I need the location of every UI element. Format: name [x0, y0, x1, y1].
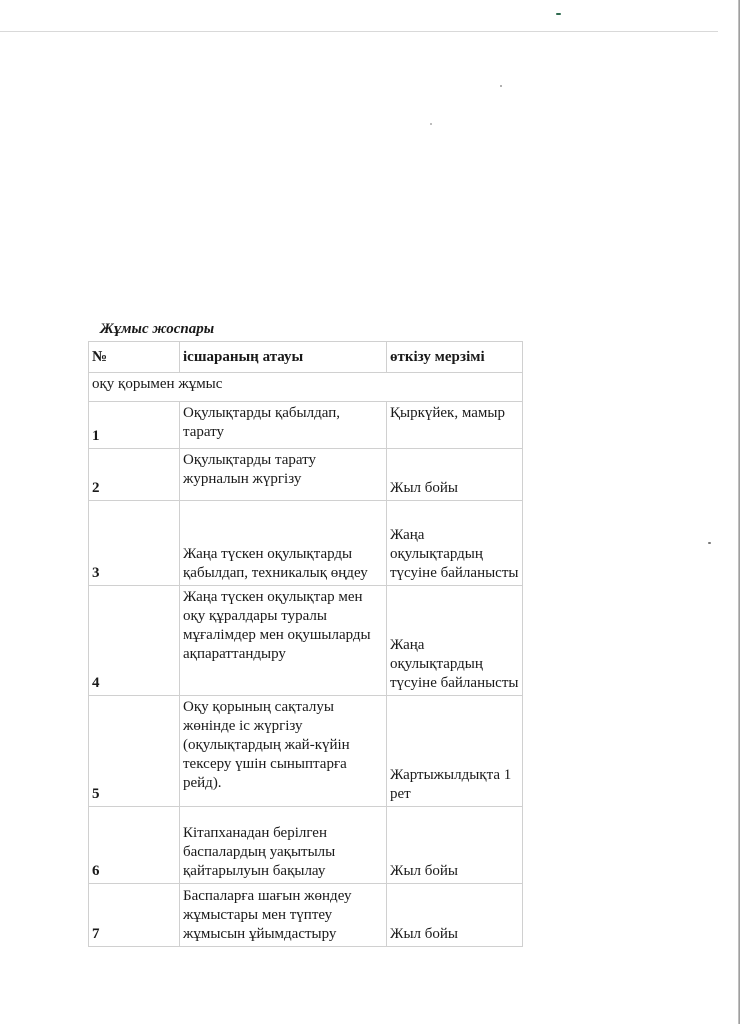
row-event-name: Баспаларға шағын жөндеу жұмыстары мен түптеу жұмысын ұйымдастыру	[180, 884, 387, 947]
section-row	[89, 373, 523, 402]
scan-speck	[430, 123, 432, 125]
section-title: оқу қорымен жұмыс	[89, 373, 523, 402]
row-event-name: Оқулықтарды қабылдап, тарату	[180, 402, 387, 449]
table-row	[89, 501, 523, 586]
row-number: 7	[89, 884, 180, 947]
table-row	[89, 402, 523, 449]
table-row	[89, 696, 523, 807]
document-title: Жұмыс жоспары	[100, 321, 215, 337]
row-deadline: Жыл бойы	[387, 884, 523, 947]
row-number: 3	[89, 501, 180, 586]
table-row	[89, 586, 523, 696]
scan-right-edge	[738, 0, 740, 1024]
row-event-name: Жаңа түскен оқулықтар мен оқу құралдары туралы мұғалімдер мен оқушыларды ақпараттандыру	[180, 586, 387, 696]
row-deadline: Жаңа оқулықтардың түсуіне байланысты	[387, 501, 523, 586]
table-row	[89, 807, 523, 884]
scan-speck	[556, 13, 561, 15]
row-deadline: Жыл бойы	[387, 807, 523, 884]
row-deadline: Жаңа оқулықтардың түсуіне байланысты	[387, 586, 523, 696]
row-deadline: Жартыжылдықта 1 рет	[387, 696, 523, 807]
table-header-row	[89, 342, 523, 373]
header-event-name: ісшараның атауы	[180, 342, 387, 373]
header-number: №	[89, 342, 180, 373]
row-number: 5	[89, 696, 180, 807]
row-number: 4	[89, 586, 180, 696]
row-number: 2	[89, 449, 180, 501]
work-plan-table	[88, 341, 523, 947]
row-number: 1	[89, 402, 180, 449]
header-deadline: өткізу мерзімі	[387, 342, 523, 373]
scan-top-border	[0, 31, 718, 32]
row-deadline: Қыркүйек, мамыр	[387, 402, 523, 449]
row-event-name: Оқу қорының сақталуы жөнінде іс жүргізу (оқулықтардың жай-күйін тексеру үшін сыныптарға рейд).	[180, 696, 387, 807]
scan-speck	[708, 542, 711, 544]
row-event-name: Кітапханадан берілген баспалардың уақытылы қайтарылуын бақылау	[180, 807, 387, 884]
row-event-name: Оқулықтарды тарату журналын жүргізу	[180, 449, 387, 501]
scan-speck	[500, 85, 502, 87]
table-row	[89, 884, 523, 947]
row-number: 6	[89, 807, 180, 884]
row-event-name: Жаңа түскен оқулықтарды қабылдап, техникалық өңдеу	[180, 501, 387, 586]
row-deadline: Жыл бойы	[387, 449, 523, 501]
table-row	[89, 449, 523, 501]
